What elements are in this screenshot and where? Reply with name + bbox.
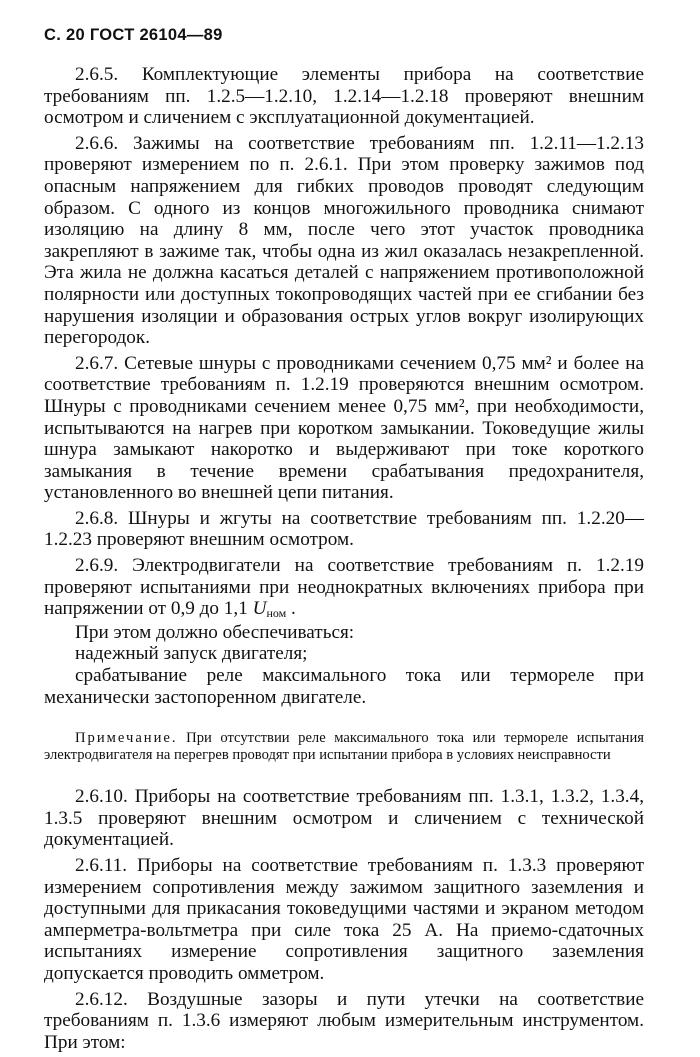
paragraph-2-6-11: 2.6.11. Приборы на соответствие требованиям п. 1.3.3 проверяют измерением сопротивления между зажимом защитного заземления и доступными для прикасания токоведущими частями и экраном методом амперметра-вольтметра при силе тока 25 А. На приемо-сдаточных испытаниях измерение сопротивления защитного заземления допускается проводить омметром. [44,855,644,984]
paragraph-2-6-6: 2.6.6. Зажимы на соответствие требованиям пп. 1.2.11—1.2.13 проверяют измерением по п. 2.6.1. При этом проверку зажимов под опасным напряжением для гибких проводов проводят следующим образом. С одного из концов многожильного проводника снимают изоляцию на длину 8 мм, после чего этот участок проводника закрепляют в зажиме так, чтобы одна из жил оказалась незакрепленной. Эта жила не должна касаться деталей с напряжением противоположной полярности или доступных токопроводящих частей при ее сгибании без нарушения изоляции и образования острых углов вокруг изолирующих перегородок. [44,132,644,349]
paragraph-2-6-9-item-1: надежный запуск двигателя; [75,643,308,665]
note [44,730,644,764]
paragraph-2-6-9-item-2: срабатывание реле максимального тока или термореле при механически застопоренном двигателе. [44,665,644,708]
page-header: С. 20 ГОСТ 26104—89 [44,26,223,44]
note-text: При отсутствии реле максимального тока или термореле испытания электродвигателя на перегрев проводят при испытании прибора в условиях неисправности [44,730,644,764]
paragraph-2-6-9-end: . [291,598,296,620]
voltage-subscript: ном [266,606,287,621]
document-body [44,64,644,1057]
note-label: Примечание. [75,730,178,747]
paragraph-2-6-9 [44,555,644,622]
voltage-symbol: U [252,598,267,620]
paragraph-2-6-9-text: 2.6.9. Электродвигатели на соответствие требованиям п. 1.2.19 проверяют испытаниями при неоднократных включениях прибора при напряжении от 0,9 до 1,1 [44,555,644,620]
paragraph-2-6-8: 2.6.8. Шнуры и жгуты на соответствие требованиям пп. 1.2.20—1.2.23 проверяют внешним осмотром. [44,507,644,551]
paragraph-2-6-9-condition: При этом должно обеспечиваться: [75,621,355,643]
paragraph-2-6-5: 2.6.5. Комплектующие элементы прибора на соответствие требованиям пп. 1.2.5—1.2.10, 1.2.14—1.2.18 проверяют внешним осмотром и сличением с эксплуатационной документацией. [44,64,644,129]
paragraph-2-6-12: 2.6.12. Воздушные зазоры и пути утечки на соответствие требованиям п. 1.3.6 измеряют любым измерительным инструментом. При этом: [44,988,644,1053]
paragraph-2-6-10: 2.6.10. Приборы на соответствие требованиям пп. 1.3.1, 1.3.2, 1.3.4, 1.3.5 проверяют внешним осмотром и сличением с технической документацией. [44,786,644,851]
paragraph-2-6-7: 2.6.7. Сетевые шнуры с проводниками сечением 0,75 мм² и более на соответствие требованиям п. 1.2.19 проверяются внешним осмотром. Шнуры с проводниками сечением менее 0,75 мм², при необходимости, испытываются на нагрев при коротком замыкании. Токоведущие жилы шнура замыкают накоротко и выдерживают при токе короткого замыкания в течение времени срабатывания предохранителя, установленного во внешней цепи питания. [44,352,644,504]
